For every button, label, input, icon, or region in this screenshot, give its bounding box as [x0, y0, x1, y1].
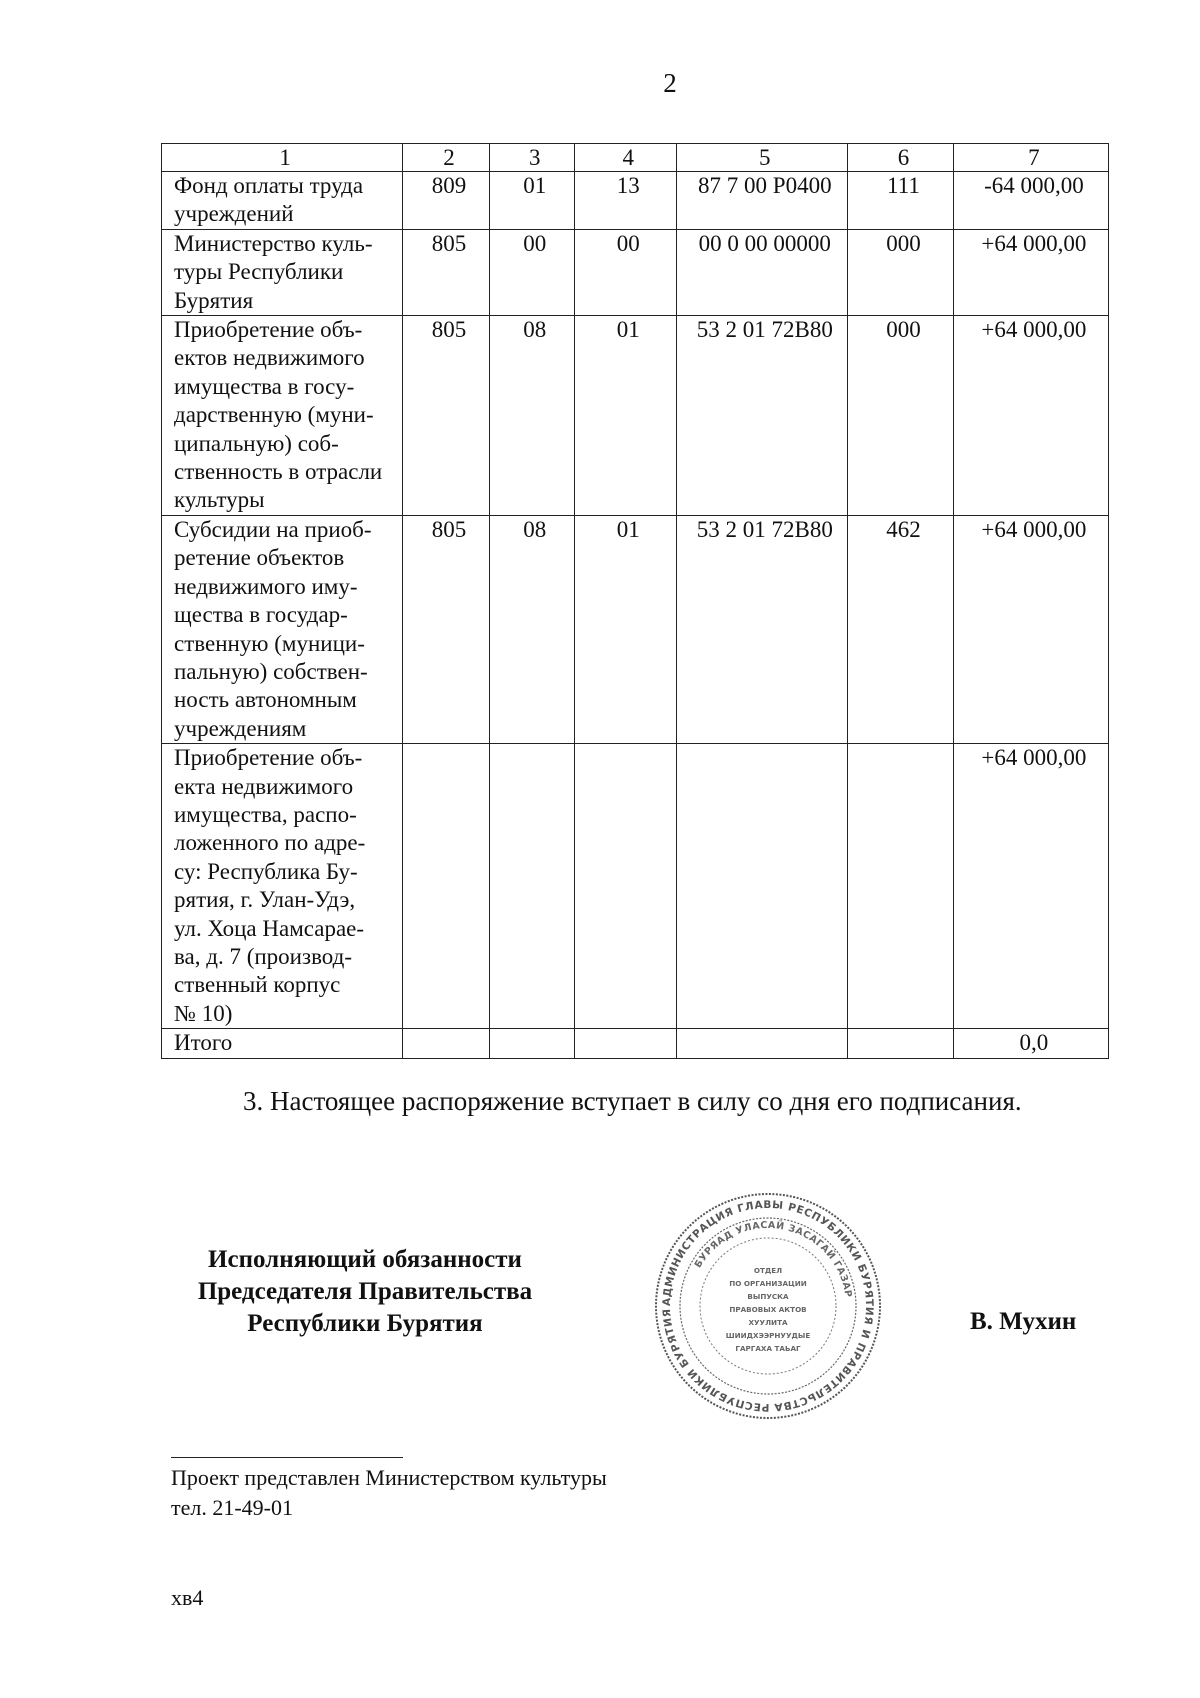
row-name-line: ность автономным	[174, 687, 357, 713]
signer-name: В. Мухин	[970, 1308, 1077, 1335]
row-cell-c2: 809	[403, 172, 489, 230]
row-cell-c5: 53 2 01 72B80	[676, 316, 848, 516]
seal-outer-text: АДМИНИСТРАЦИЯ ГЛАВЫ РЕСПУБЛИКИ БУРЯТИЯ И ПРАВИТЕЛЬСТВА РЕСПУБЛИКИ БУРЯТИЯ	[660, 1198, 876, 1414]
row-cell-c4	[574, 744, 676, 1029]
row-cell-c6	[848, 744, 954, 1029]
row-name-line: дарственную (муни-	[174, 402, 374, 428]
row-name-line: Приобретение объ-	[174, 317, 363, 343]
row-cell-c7: +64 000,00	[953, 515, 1108, 743]
row-cell-c2: 805	[403, 316, 489, 516]
row-name-line: недвижимого иму-	[174, 573, 358, 599]
row-cell-c3: 01	[489, 172, 574, 230]
row-cell-c2	[403, 744, 489, 1029]
row-name-line: ектов недвижимого	[174, 345, 365, 371]
row-name-line: рятия, г. Улан-Удэ,	[174, 887, 356, 913]
footnote-line: Проект представлен Министерством культуры	[171, 1465, 607, 1490]
table-row	[162, 316, 1109, 516]
document-code: хв4	[171, 1585, 204, 1610]
header-cell: 1	[162, 144, 403, 172]
table-row	[162, 172, 1109, 230]
row-name-cell	[162, 316, 403, 516]
row-name-cell	[162, 172, 403, 230]
header-cell: 7	[953, 144, 1108, 172]
row-cell-c5	[676, 744, 848, 1029]
row-name-line: ципальную) соб-	[174, 430, 339, 456]
row-name-line: ретение объектов	[174, 545, 345, 571]
row-cell-c4: 13	[574, 172, 676, 230]
table-row	[162, 229, 1109, 315]
row-name-line: ул. Хоца Намсарае-	[174, 915, 365, 941]
signer-title-line: Республики Бурятия	[247, 1310, 483, 1337]
row-cell-c6: 000	[848, 316, 954, 516]
row-name-line: ственную (муници-	[174, 630, 365, 656]
row-cell-c4: 01	[574, 515, 676, 743]
footnote	[171, 1463, 607, 1523]
header-cell: 3	[489, 144, 574, 172]
footnote-divider	[171, 1457, 403, 1458]
row-cell-c3	[489, 1029, 574, 1058]
row-cell-c3: 00	[489, 229, 574, 315]
row-cell-c7: +64 000,00	[953, 316, 1108, 516]
seal-center-line: ШИИДХЭЭРНУУДЫЕ	[725, 1331, 811, 1340]
row-cell-c4: 01	[574, 316, 676, 516]
budget-table	[161, 143, 1109, 1059]
row-cell-c5: 00 0 00 00000	[676, 229, 848, 315]
seal-center-line: ХУУЛИТА	[748, 1318, 788, 1327]
signer-title-line: Исполняющий обязанности	[208, 1246, 522, 1273]
header-cell: 6	[848, 144, 954, 172]
seal-center-line: ВЫПУСКА	[747, 1292, 789, 1301]
row-cell-c2: 805	[403, 515, 489, 743]
signer-title-line: Председателя Правительства	[197, 1278, 533, 1305]
row-name-line: учреждениям	[174, 715, 307, 741]
official-seal	[652, 1190, 884, 1422]
page-number: 2	[663, 68, 677, 98]
seal-center-line: ПО ОРГАНИЗАЦИИ	[729, 1279, 807, 1288]
row-cell-c4: 00	[574, 229, 676, 315]
row-cell-c6: 462	[848, 515, 954, 743]
row-name-line: Фонд оплаты труда	[174, 173, 364, 198]
row-cell-c2	[403, 1029, 489, 1058]
row-name-line: № 10)	[174, 1000, 233, 1026]
row-name-cell	[162, 1029, 403, 1058]
row-name-line: пальную) собствен-	[174, 658, 368, 684]
row-cell-c6: 111	[848, 172, 954, 230]
row-name-line: Субсидии на приоб-	[174, 516, 372, 542]
row-name-line: екта недвижимого	[174, 773, 354, 799]
row-cell-c4	[574, 1029, 676, 1058]
row-name-line: су: Республика Бу-	[174, 858, 358, 884]
clause-paragraph: 3. Настоящее распоряжение вступает в силу со дня его подписания.	[243, 1086, 1022, 1116]
header-cell: 2	[403, 144, 489, 172]
seal-center-line: ПРАВОВЫХ АКТОВ	[729, 1305, 807, 1314]
row-cell-c7: +64 000,00	[953, 229, 1108, 315]
footnote-line: тел. 21-49-01	[171, 1495, 294, 1520]
header-cell: 4	[574, 144, 676, 172]
row-cell-c6: 000	[848, 229, 954, 315]
budget-table-body	[162, 144, 1109, 1059]
row-name-line: учреждений	[174, 201, 294, 227]
row-name-line: Бурятия	[174, 287, 254, 313]
row-name-line: имущества в госу-	[174, 373, 355, 399]
seal-center-line: ОТДЕЛ	[753, 1266, 783, 1275]
row-cell-c5	[676, 1029, 848, 1058]
row-cell-c3: 08	[489, 316, 574, 516]
seal-inner-text: БУРЯАД УЛАСАЙ ЗАСАГАЙ ГАЗАР	[692, 1219, 854, 1299]
row-cell-c7: -64 000,00	[953, 172, 1108, 230]
row-cell-c3: 08	[489, 515, 574, 743]
signer-title	[160, 1244, 570, 1340]
row-name-line: щества в государ-	[174, 602, 348, 628]
header-cell: 5	[676, 144, 848, 172]
row-name-line: культуры	[174, 487, 265, 513]
row-name-line: имущества, распо-	[174, 801, 357, 827]
table-row	[162, 515, 1109, 743]
row-name-cell	[162, 515, 403, 743]
row-name-line: ственность в отрасли	[174, 459, 383, 485]
row-name-line: ложенного по адре-	[174, 830, 366, 856]
row-name-line: ственный корпус	[174, 972, 341, 998]
row-name-line: Приобретение объ-	[174, 745, 363, 771]
row-cell-c6	[848, 1029, 954, 1058]
row-cell-c7: +64 000,00	[953, 744, 1108, 1029]
row-cell-c3	[489, 744, 574, 1029]
row-cell-c2: 805	[403, 229, 489, 315]
seal-center-text	[726, 1266, 811, 1353]
row-name-line: ва, д. 7 (производ-	[174, 943, 352, 969]
row-cell-c5: 87 7 00 P0400	[676, 172, 848, 230]
table-row	[162, 1029, 1109, 1058]
table-header-row	[162, 144, 1109, 172]
row-name-cell	[162, 229, 403, 315]
row-cell-c5: 53 2 01 72B80	[676, 515, 848, 743]
row-name-line: туры Республики	[174, 259, 344, 285]
table-row	[162, 744, 1109, 1029]
row-name-cell	[162, 744, 403, 1029]
row-name-line: Министерство куль-	[174, 230, 373, 256]
row-name-line: Итого	[174, 1030, 233, 1056]
row-cell-c7: 0,0	[953, 1029, 1108, 1058]
seal-center-line: ГАРГАХА ТАЬАГ	[735, 1344, 801, 1353]
